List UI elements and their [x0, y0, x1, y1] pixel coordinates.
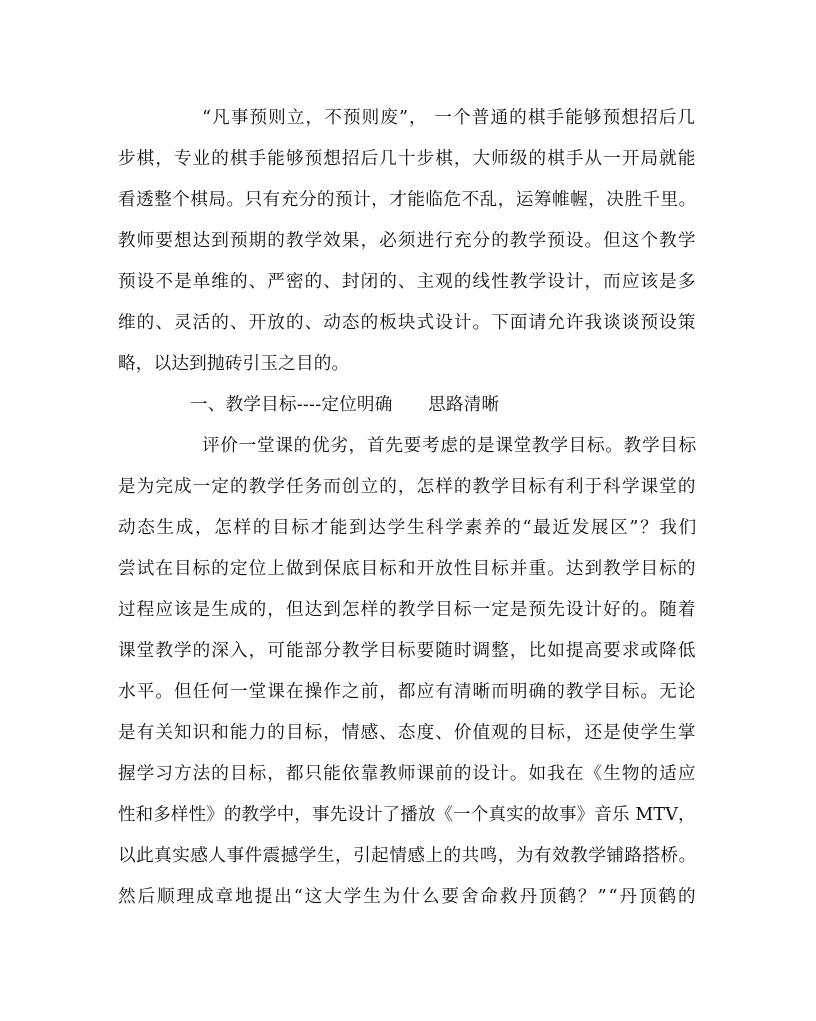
paragraph-2-line-8: 是有关知识和能力的目标，情感、态度、价值观的目标，还是使学生掌	[118, 723, 697, 743]
paragraph-2-line-7: 水平。但任何一堂课在操作之前，都应有清晰而明确的教学目标。无论	[118, 682, 697, 702]
paragraph-2-line-6: 课堂教学的深入，可能部分教学目标要随时调整，比如提高要求或降低	[118, 641, 697, 661]
paragraph-1-line-7: 略，以达到抛砖引玉之目的。	[118, 354, 350, 374]
paragraph-2-line-10: 性和多样性》的教学中，事先设计了播放《一个真实的故事》音乐 MTV，	[118, 805, 696, 825]
section-heading-teaching-goals: 一、教学目标----定位明确 思路清晰	[190, 395, 500, 415]
paragraph-2-line-3: 动态生成，怎样的目标才能到达学生科学素养的“最近发展区”？我们	[118, 518, 698, 538]
paragraph-2-line-11: 以此真实感人事件震撼学生，引起情感上的共鸣，为有效教学铺路搭桥。	[118, 846, 697, 866]
paragraph-2-line-4: 尝试在目标的定位上做到保底目标和开放性目标并重。达到教学目标的	[118, 559, 697, 579]
paragraph-1-line-1: “凡事预则立，不预则废”， 一个普通的棋手能够预想招后几	[202, 108, 697, 128]
paragraph-2-line-12: 然后顺理成章地提出“这大学生为什么要舍命救丹顶鹤？”“丹顶鹤的	[118, 887, 698, 907]
paragraph-1-line-2: 步棋，专业的棋手能够预想招后几十步棋，大师级的棋手从一开局就能	[118, 149, 697, 169]
paragraph-1-line-4: 教师要想达到预期的教学效果，必须进行充分的教学预设。但这个教学	[118, 231, 697, 251]
paragraph-1-line-3: 看透整个棋局。只有充分的预计，才能临危不乱，运筹帷幄，决胜千里。	[118, 190, 697, 210]
paragraph-2-line-9: 握学习方法的目标，都只能依靠教师课前的设计。如我在《生物的适应	[118, 764, 697, 784]
paragraph-2-line-5: 过程应该是生成的，但达到怎样的教学目标一定是预先设计好的。随着	[118, 600, 697, 620]
paragraph-1-line-6: 维的、灵活的、开放的、动态的板块式设计。下面请允许我谈谈预设策	[118, 313, 697, 333]
paragraph-2-line-1: 评价一堂课的优劣，首先要考虑的是课堂教学目标。教学目标	[202, 436, 697, 456]
paragraph-2-line-2: 是为完成一定的教学任务而创立的，怎样的教学目标有利于科学课堂的	[118, 477, 697, 497]
paragraph-1-line-5: 预设不是单维的、严密的、封闭的、主观的线性教学设计，而应该是多	[118, 272, 697, 292]
